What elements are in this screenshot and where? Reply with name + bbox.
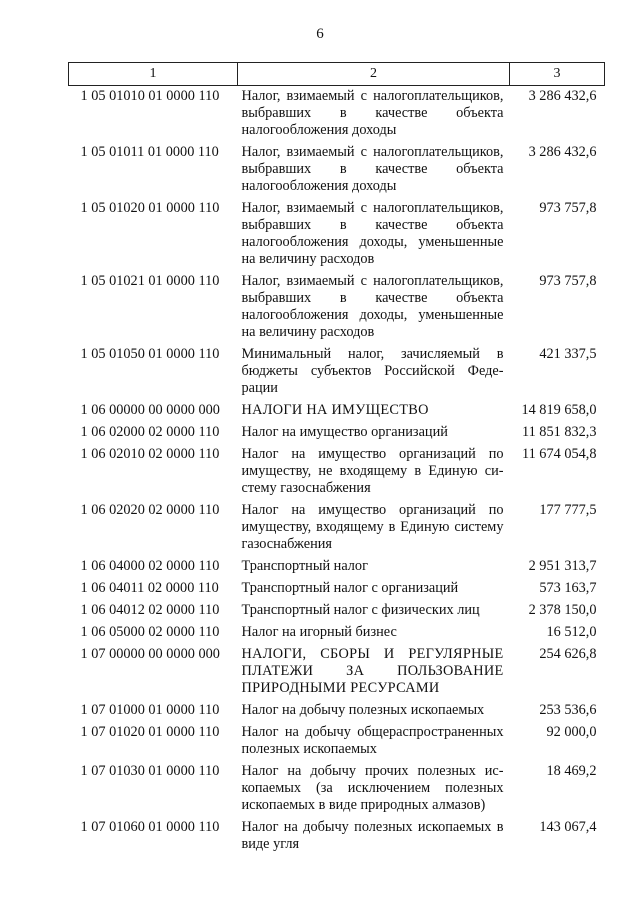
row-name: Налог, взимаемый с налогоплательщиков, выбравших в качестве объекта налогообложения доходы [241,88,504,138]
row-code: 1 07 01060 01 0000 110 [80,819,220,835]
table-row [69,646,605,702]
header-col-2: 2 [238,63,510,86]
table-row [69,502,605,558]
row-name: Налог, взимаемый с налогоплательщиков, выбравших в качестве объекта налогообложения доходы [241,144,504,194]
row-amount: 973 757,8 [539,200,597,216]
row-amount: 421 337,5 [539,346,597,362]
table-row [69,558,605,580]
row-code: 1 07 01000 01 0000 110 [80,702,220,718]
row-name: Налог на игорный бизнес [241,624,397,640]
row-name: НАЛОГИ, СБОРЫ И РЕГУЛЯРНЫЕ ПЛАТЕЖИ ЗА ПОЛЬЗОВАНИЕ ПРИРОДНЫМИ РЕСУРСАМИ [241,646,504,696]
row-name: Налог на добычу полезных ископаемых [241,702,485,718]
row-name: Минимальный налог, зачисляемый в бюджеты субъектов Российской Федерации [241,346,504,396]
row-name: Налог на имущество организаций по имуществу, не входящему в Единую систему газоснабжения [241,446,504,496]
row-code: 1 05 01010 01 0000 110 [80,88,220,104]
table-row [69,424,605,446]
row-code: 1 05 01050 01 0000 110 [80,346,220,362]
row-amount: 11 851 832,3 [521,424,597,440]
row-name: Транспортный налог [241,558,368,574]
table-row [69,402,605,424]
row-code: 1 05 01021 01 0000 110 [80,273,220,289]
row-code: 1 05 01020 01 0000 110 [80,200,220,216]
table-row [69,580,605,602]
row-amount: 16 512,0 [546,624,597,640]
revenue-table [68,62,605,858]
row-code: 1 06 05000 02 0000 110 [80,624,220,640]
table-row [69,624,605,646]
row-amount: 3 286 432,6 [528,144,597,160]
table-row [69,200,605,273]
table-row [69,763,605,819]
table-row [69,273,605,346]
row-amount: 573 163,7 [539,580,597,596]
page-number: 6 [316,26,324,42]
row-name: Налог на имущество организаций [241,424,448,440]
row-name: Налог на добычу общераспространенных полезных ископаемых [241,724,504,757]
row-name: Налог, взимаемый с налогоплательщиков, выбравших в качестве объекта налогообложения доходы, уменьшенные на величину расходов [241,273,504,340]
row-code: 1 07 01030 01 0000 110 [80,763,220,779]
row-code: 1 06 00000 00 0000 000 [80,402,220,418]
row-code: 1 06 02010 02 0000 110 [80,446,220,462]
header-col-3: 3 [510,63,605,86]
row-name: Налог на добычу полезных ископаемых в виде угля [241,819,504,852]
row-amount: 11 674 054,8 [521,446,597,462]
row-code: 1 06 04011 02 0000 110 [80,580,219,596]
table-row [69,819,605,858]
row-code: 1 06 02020 02 0000 110 [80,502,220,518]
row-code: 1 06 02000 02 0000 110 [80,424,220,440]
row-name: НАЛОГИ НА ИМУЩЕСТВО [241,402,429,418]
row-code: 1 07 00000 00 0000 000 [80,646,220,662]
row-amount: 14 819 658,0 [521,402,597,418]
row-amount: 143 067,4 [539,819,597,835]
table-row [69,446,605,502]
table-row [69,144,605,200]
row-amount: 973 757,8 [539,273,597,289]
row-amount: 253 536,6 [539,702,597,718]
row-amount: 92 000,0 [546,724,597,740]
row-amount: 177 777,5 [539,502,597,518]
row-code: 1 06 04012 02 0000 110 [80,602,220,618]
row-amount: 3 286 432,6 [528,88,597,104]
row-name: Налог на имущество организаций по имуществу, входящему в Единую систему газоснабжения [241,502,504,552]
row-amount: 18 469,2 [546,763,597,779]
row-amount: 2 951 313,7 [528,558,597,574]
header-col-1: 1 [69,63,238,86]
row-code: 1 07 01020 01 0000 110 [80,724,220,740]
row-code: 1 06 04000 02 0000 110 [80,558,220,574]
row-name: Налог, взимаемый с налогоплательщиков, выбравших в качестве объекта налогообложения доходы, уменьшенные на величину расходов [241,200,504,267]
table-header [69,63,605,86]
row-name: Транспортный налог с физических лиц [241,602,480,618]
header-row [69,63,605,86]
table-body [69,86,605,859]
table-row [69,86,605,145]
row-amount: 254 626,8 [539,646,597,662]
table-row [69,702,605,724]
table-row [69,724,605,763]
row-name: Налог на добычу прочих полезных ископаемых (за исключением полезных ископаемых в виде природных алмазов) [241,763,504,813]
table-row [69,602,605,624]
table-row [69,346,605,402]
row-name: Транспортный налог с организаций [241,580,459,596]
row-code: 1 05 01011 01 0000 110 [80,144,219,160]
row-amount: 2 378 150,0 [528,602,597,618]
